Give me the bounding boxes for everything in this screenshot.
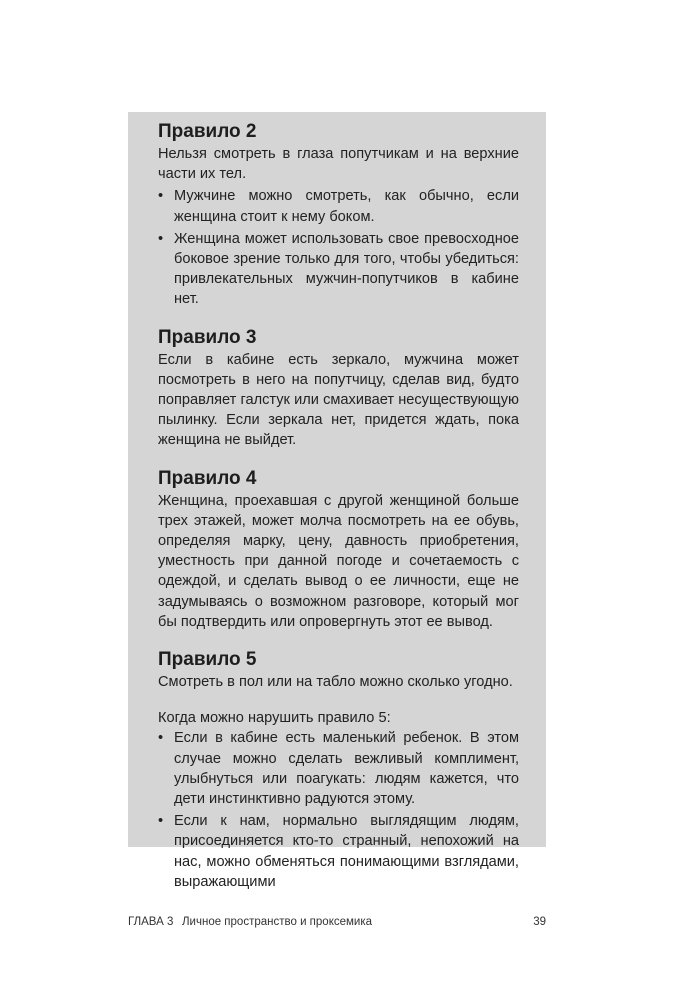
rule-5-bullet-1 (158, 728, 519, 809)
bullet-text: Мужчине можно смотреть, как обычно, если женщина стоит к нему боком. (174, 188, 519, 225)
rule-2-title: Правило 2 (158, 121, 257, 142)
rule-3-title: Правило 3 (158, 326, 257, 348)
bullet-text: Если к нам, нормально выглядящим людям, присоединяется кто-то странный, непохожий на нас, можно обменяться понимающими взглядами, выражающими (174, 813, 519, 890)
chapter-title: Личное пространство и проксемика (182, 916, 373, 928)
bullet-icon: • (158, 730, 164, 747)
rule-4-text: Женщина, проехавшая с другой женщиной больше трех этажей, может молча посмотреть на ее обувь, определяя марку, цену, давность приобретения, уместность при данной погоде и сочетаемость с одеждой, и сделать вывод о ее личности, еще не задумываясь о возможном разговоре, который мог бы подтвердить или опровергнуть этот ее вывод. (158, 492, 519, 630)
rule-5-title: Правило 5 (158, 649, 257, 671)
rule-2-bullet-1 (158, 186, 519, 226)
bullet-text: Женщина может использовать свое превосходное боковое зрение только для того, чтобы убедиться: привлекательных мужчин-попутчиков в кабине нет. (174, 230, 519, 308)
rule-5-exceptions-intro: Когда можно нарушить правило 5: (158, 710, 391, 727)
rule-2-section (158, 120, 519, 310)
bullet-icon: • (158, 230, 164, 247)
rule-4-title: Правило 4 (158, 467, 257, 489)
chapter-label: ГЛАВА 3 (128, 916, 174, 928)
rule-3-text: Если в кабине есть зеркало, мужчина может посмотреть в него на попутчицу, сделав вид, будто поправляет галстук или смахивает несуществующую пылинку. Если зеркала нет, придется ждать, пока женщина не выйдет. (158, 351, 519, 449)
rule-5-bullet-2 (158, 811, 519, 892)
rule-5-section (158, 648, 519, 892)
rules-sidebar-box (128, 112, 546, 890)
rule-2-text: Нельзя смотреть в глаза попутчикам и на верхние части их тел. (158, 146, 519, 183)
bullet-icon: • (158, 188, 164, 205)
bullet-icon: • (158, 813, 164, 830)
page-number: 39 (533, 916, 546, 928)
rule-4-section (158, 467, 519, 632)
rule-2-bullet-2 (158, 229, 519, 310)
rule-5-text: Смотреть в пол или на табло можно сколько угодно. (158, 674, 513, 691)
rules-content (158, 120, 519, 892)
bullet-text: Если в кабине есть маленький ребенок. В этом случае можно сделать вежливый комплимент, улыбнуться или поагукать: людям кажется, что дети инстинктивно радуются этому. (174, 730, 519, 808)
rule-3-section (158, 326, 519, 451)
